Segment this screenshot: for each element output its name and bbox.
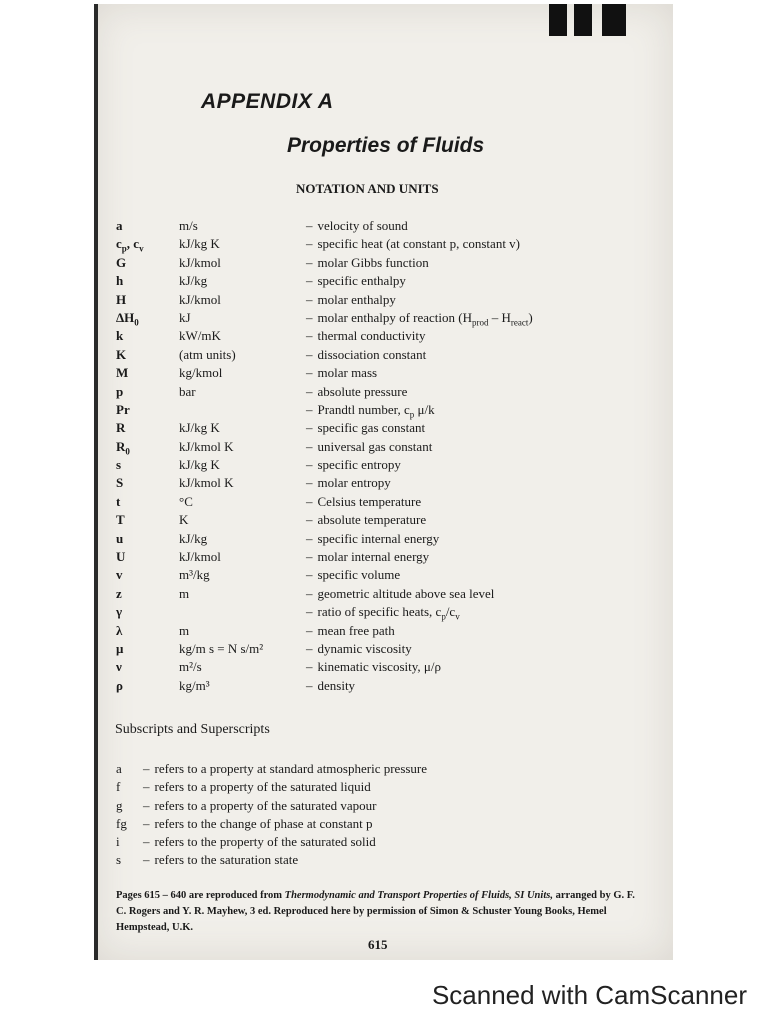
notation-symbol: S — [116, 475, 124, 491]
notation-unit: m — [179, 585, 190, 601]
subscript-symbol: a — [116, 761, 122, 776]
notation-description: – velocity of sound — [306, 218, 408, 233]
notation-symbol: γ — [116, 604, 123, 620]
notation-description: – absolute pressure — [306, 383, 408, 399]
notation-symbol: λ — [116, 622, 123, 638]
notation-description-text: density — [317, 677, 356, 693]
notation-symbol: K — [116, 346, 127, 362]
notation-row — [116, 640, 656, 658]
footnote-text-before: Pages 615 – 640 are reproduced from — [116, 890, 285, 901]
notation-description: – absolute temperature — [306, 512, 427, 528]
notation-description: – molar internal energy — [306, 549, 430, 565]
subscript-description: – refers to the property of the saturated solid — [143, 834, 376, 850]
subscript-row — [116, 760, 656, 778]
subscript-row — [116, 851, 656, 869]
notation-description: – kinematic viscosity, μ/ρ — [306, 659, 441, 675]
notation-description: – molar entropy — [306, 475, 391, 491]
notation-row — [116, 493, 656, 511]
subscript-description-text: refers to a property at standard atmospheric pressure — [154, 761, 428, 776]
notation-unit: K — [179, 512, 189, 528]
notation-description-text: molar internal energy — [317, 549, 430, 565]
subscript-symbol: fg — [116, 815, 127, 831]
notation-unit: kJ — [179, 309, 191, 325]
notation-symbol: v — [116, 567, 123, 583]
notation-description: – molar Gibbs function — [306, 254, 429, 270]
notation-row — [116, 530, 656, 548]
notation-description: – thermal conductivity — [306, 328, 426, 344]
subscript-description-text: refers to a property of the saturated liquid — [154, 779, 371, 795]
notation-description: – specific entropy — [306, 457, 401, 473]
notation-heading: NOTATION AND UNITS — [296, 181, 439, 196]
notation-row — [116, 603, 656, 621]
notation-symbol: s — [116, 457, 122, 473]
notation-description-text: ratio of specific heats, $c_p/c_v$ — [317, 604, 460, 622]
subscript-description: – refers to a property of the saturated liquid — [143, 779, 371, 795]
notation-description: – density — [306, 677, 356, 693]
notation-description-text: Celsius temperature — [317, 493, 422, 509]
notation-row — [116, 548, 656, 566]
notation-unit: (atm units) — [179, 346, 236, 362]
notation-row — [116, 254, 656, 272]
notation-description: – universal gas constant — [306, 438, 433, 454]
notation-row — [116, 456, 656, 474]
notation-row — [116, 217, 656, 235]
subscript-description-text: refers to the change of phase at constant p — [154, 815, 373, 831]
notation-unit: kJ/kg K — [179, 457, 220, 473]
notation-row — [116, 511, 656, 529]
notation-row — [116, 346, 656, 364]
notation-row — [116, 235, 656, 253]
notation-description: – geometric altitude above sea level — [306, 585, 495, 601]
notation-symbol: z — [116, 585, 122, 601]
notation-description: – mean free path — [306, 622, 395, 638]
subscript-symbol: f — [116, 779, 121, 795]
notation-unit: m³/kg — [179, 567, 210, 583]
notation-row — [116, 622, 656, 640]
footnote-source-title: Thermodynamic and Transport Properties of Fluids, SI Units, — [284, 890, 553, 901]
appendix-title: Properties of Fluids — [287, 134, 485, 157]
notation-symbol: M — [116, 365, 129, 381]
notation-description: – specific gas constant — [306, 420, 426, 436]
notation-description-text: mean free path — [317, 622, 395, 638]
subscript-row — [116, 778, 656, 796]
camscanner-watermark: Scanned with CamScanner — [431, 980, 747, 1010]
notation-unit: kJ/kg — [179, 530, 208, 546]
page-edge-shadow — [94, 4, 98, 960]
notation-symbol: a — [116, 218, 123, 233]
notation-row — [116, 677, 656, 695]
notation-unit: kJ/kmol — [179, 291, 221, 307]
notation-row — [116, 419, 656, 437]
notation-description: – specific enthalpy — [306, 273, 406, 289]
notation-description-text: thermal conductivity — [317, 328, 426, 344]
notation-unit: bar — [179, 383, 196, 399]
notation-description: – molar mass — [306, 365, 378, 381]
notation-description-text: specific volume — [317, 567, 401, 583]
notation-symbol: T — [116, 512, 125, 528]
notation-unit: m/s — [179, 218, 198, 233]
notation-symbol: ρ — [116, 677, 123, 693]
notation-symbol: G — [116, 254, 127, 270]
notation-unit: kg/m³ — [179, 677, 210, 693]
notation-description: – Prandtl number, $c_p$ μ/k — [306, 401, 435, 420]
notation-table — [116, 217, 656, 695]
notation-symbol: t — [116, 493, 121, 509]
notation-unit: m — [179, 622, 190, 638]
subscript-symbol: i — [116, 834, 120, 850]
scan-corner-mark — [602, 4, 626, 36]
notation-symbol: $c_p$, $c_v$ — [116, 236, 144, 254]
notation-row — [116, 327, 656, 345]
notation-symbol: $R_0$ — [116, 438, 130, 457]
notation-unit: kg/kmol — [179, 365, 223, 381]
notation-description-text: Prandtl number, $c_p$ μ/k — [317, 401, 435, 420]
notation-row — [116, 566, 656, 584]
notation-unit: kJ/kmol K — [179, 475, 234, 491]
notation-description-text: specific entropy — [317, 457, 401, 473]
notation-description-text: dissociation constant — [317, 346, 427, 362]
notation-symbol: h — [116, 273, 124, 289]
notation-description: – molar enthalpy — [306, 291, 396, 307]
page-number: 615 — [368, 937, 388, 952]
notation-unit: m²/s — [179, 659, 202, 675]
notation-description-text: absolute temperature — [317, 512, 427, 528]
notation-symbol: H — [116, 291, 127, 307]
notation-row — [116, 364, 656, 382]
subscript-description: – refers to the change of phase at constant p — [143, 815, 373, 831]
subscript-row — [116, 815, 656, 833]
notation-row — [116, 658, 656, 676]
notation-description-text: specific gas constant — [317, 420, 426, 436]
notation-description: – molar enthalpy of reaction $(H_{prod} - H_{react})$ — [306, 309, 533, 328]
notation-unit: kJ/kg — [179, 273, 208, 289]
notation-description: – Celsius temperature — [306, 493, 422, 509]
notation-description-text: molar enthalpy — [317, 291, 396, 307]
notation-row — [116, 291, 656, 309]
scanned-page — [94, 4, 673, 960]
notation-description-text: molar mass — [317, 365, 378, 381]
subscript-description: – refers to the saturation state — [143, 852, 299, 868]
notation-symbol: U — [116, 549, 126, 565]
notation-row — [116, 438, 656, 456]
notation-row — [116, 474, 656, 492]
notation-row — [116, 309, 656, 327]
notation-symbol: u — [116, 530, 124, 546]
notation-symbol: R — [116, 420, 126, 436]
notation-row — [116, 401, 656, 419]
notation-description-text: universal gas constant — [317, 438, 433, 454]
notation-unit: kJ/kg K — [179, 420, 220, 436]
notation-description-text: specific internal energy — [317, 530, 440, 546]
notation-description: – ratio of specific heats, $c_p/c_v$ — [306, 604, 460, 622]
notation-symbol: p — [116, 383, 124, 399]
notation-row — [116, 585, 656, 603]
subscript-description-text: refers to a property of the saturated vapour — [154, 797, 377, 813]
subscript-symbol: s — [116, 852, 122, 868]
subscript-description-text: refers to the saturation state — [154, 852, 299, 868]
notation-symbol: Pr — [116, 401, 130, 417]
notation-unit: kJ/kmol — [179, 549, 221, 565]
scan-corner-mark — [574, 4, 592, 36]
footnote-text-after: arranged by G. F. C. Rogers and Y. R. Mayhew, 3 ed. Reproduced here by permission of Simon & Schuster Young Books, Hemel Hempstead, U.K. — [116, 890, 635, 933]
notation-symbol: ν — [116, 659, 122, 675]
notation-row — [116, 383, 656, 401]
subscript-row — [116, 833, 656, 851]
footnote — [116, 888, 644, 936]
notation-description-text: molar enthalpy of reaction $(H_{prod} - H_{react})$ — [317, 309, 533, 328]
notation-description: – dynamic viscosity — [306, 640, 412, 656]
notation-description-text: velocity of sound — [317, 218, 408, 233]
notation-symbol: $\Delta H_0$ — [116, 309, 139, 328]
notation-description: – specific volume — [306, 567, 401, 583]
subscript-description-text: refers to the property of the saturated solid — [154, 834, 376, 850]
notation-unit: kJ/kmol K — [179, 438, 234, 454]
subscripts-list — [116, 760, 656, 870]
notation-unit: kJ/kg K — [179, 236, 220, 252]
notation-description-text: geometric altitude above sea level — [317, 585, 495, 601]
notation-description: – specific heat (at constant p, constant v) — [306, 236, 521, 252]
scan-corner-mark — [549, 4, 567, 36]
notation-description: – dissociation constant — [306, 346, 427, 362]
notation-description-text: specific enthalpy — [317, 273, 406, 289]
notation-description: – specific internal energy — [306, 530, 440, 546]
notation-unit: kJ/kmol — [179, 254, 221, 270]
subscript-description: – refers to a property at standard atmospheric pressure — [143, 761, 428, 776]
notation-unit: kg/m s = N s/m² — [179, 640, 264, 656]
notation-description-text: dynamic viscosity — [317, 640, 412, 656]
subscript-row — [116, 797, 656, 815]
notation-row — [116, 272, 656, 290]
notation-unit: kW/mK — [179, 328, 221, 344]
notation-description-text: absolute pressure — [317, 383, 408, 399]
subscripts-heading: Subscripts and Superscripts — [115, 722, 270, 737]
subscript-description: – refers to a property of the saturated vapour — [143, 797, 377, 813]
notation-description-text: kinematic viscosity, μ/ρ — [317, 659, 441, 675]
appendix-label: APPENDIX A — [201, 90, 334, 113]
notation-symbol: k — [116, 328, 124, 344]
subscript-symbol: g — [116, 797, 123, 813]
notation-description-text: molar Gibbs function — [317, 254, 429, 270]
notation-symbol: μ — [116, 640, 124, 656]
notation-description-text: molar entropy — [317, 475, 391, 491]
notation-description-text: specific heat (at constant p, constant v) — [317, 236, 521, 252]
notation-unit: °C — [179, 493, 193, 509]
